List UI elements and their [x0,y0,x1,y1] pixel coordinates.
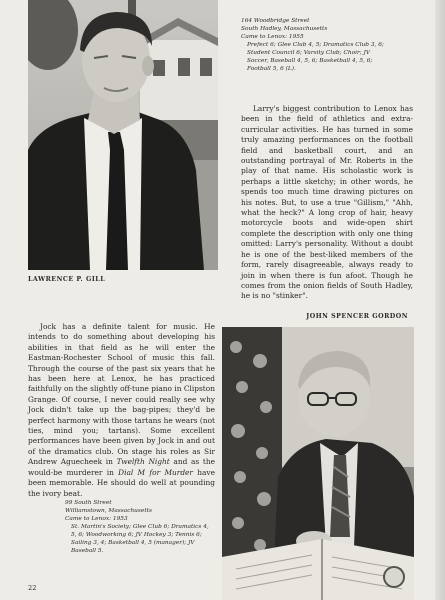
address-line: 164 Woodbridge Street [241,18,310,24]
bio-text [28,322,215,499]
portrait-photo-gordon-image [222,327,414,600]
play-title-dial-m: Dial M for Murder [118,467,193,477]
student-name-gordon: JOHN SPENCER GORDON [306,313,408,320]
address-block-gordon [65,499,213,555]
bio-text-segment: Jock has a definite talent for music. He intends to do something about developing his abilities in that field as he will enter the Eastman-Rochester School of music this fall. Through the course of the past six years that he has been here at Lenox, he has practiced faithfully on the slightly off-tune piano in Clipston Grange. Of course, I never could really see why Jock didn't take up the bag-pipes; they'd be perfect harmony with those tartans he wears (not ties, mind you; tartans). Some excellent performances have been given by Jock in and out of the dramatics club. On stage his roles as Sir Andrew Aguecheek in [28,322,215,467]
bio-text-segment: and as the would-be murderer in [28,457,216,477]
address-line: Williamstown, Massachusetts [65,508,152,514]
address-line: South Hadley, Massachusetts [241,26,328,32]
portrait-photo-gill-image [28,0,218,270]
portrait-photo-gill [28,0,218,270]
address-line: Came to Lenox: 1955 [241,34,304,40]
address-line: 99 South Street [65,500,112,506]
student-name-gill: LAWRENCE P. GILL [28,276,106,283]
bio-paragraph-gill [241,104,413,302]
address-line: Came to Lenox: 1953 [65,516,128,522]
bio-text: Larry's biggest contribution to Lenox has been in the field of athletics and extra-curricular activities. He has turned in some truly amazing performances on the football field and basketball court, and an outstanding portrayal of Mr. Roberts in the play of that name. His scholastic work is perhaps a little sketchy; in other words, he spends too much time drawing pictures on his notes. But, to use a true "Gillism," "Ahh, what the heck?" A long crop of hair, heavy motorcycle boots and wide-open shirt complete the description with only one thing omitted: Larry's personality. Without a doubt he is one of the best-liked members of the form, rarely disagreeable, always ready to join in when there is fun afoot. Though he comes from the onion fields of South Hadley, he is no "stinker". [241,104,413,301]
bio-paragraph-gordon [28,322,215,499]
activities-list: Prefect 6; Glee Club 4, 5; Dramatics Club 3, 6; Student Council 6; Varsity Club; Choir; JV Soccer, Baseball 4, 5, 6; Basketball 4, 5, 6; Football 5, 6 (L). [247,42,384,72]
page-gutter-shadow [435,0,445,600]
portrait-photo-gordon [222,327,414,600]
page-number: 22 [28,584,37,592]
bio-text-segment: have been memorable. He should do well at pounding the ivory beat. [28,467,215,498]
address-block-gill [241,17,386,73]
play-title-twelfth-night: Twelfth Night [116,457,170,467]
activities-list: St. Martin's Society; Glee Club 6; Dramatics 4, 5, 6; Woodworking 6; JV Hockey 3; Tennis 6; Sailing 3, 4; Basketball 4, 5 (manager); JV Baseball 5. [71,524,209,554]
